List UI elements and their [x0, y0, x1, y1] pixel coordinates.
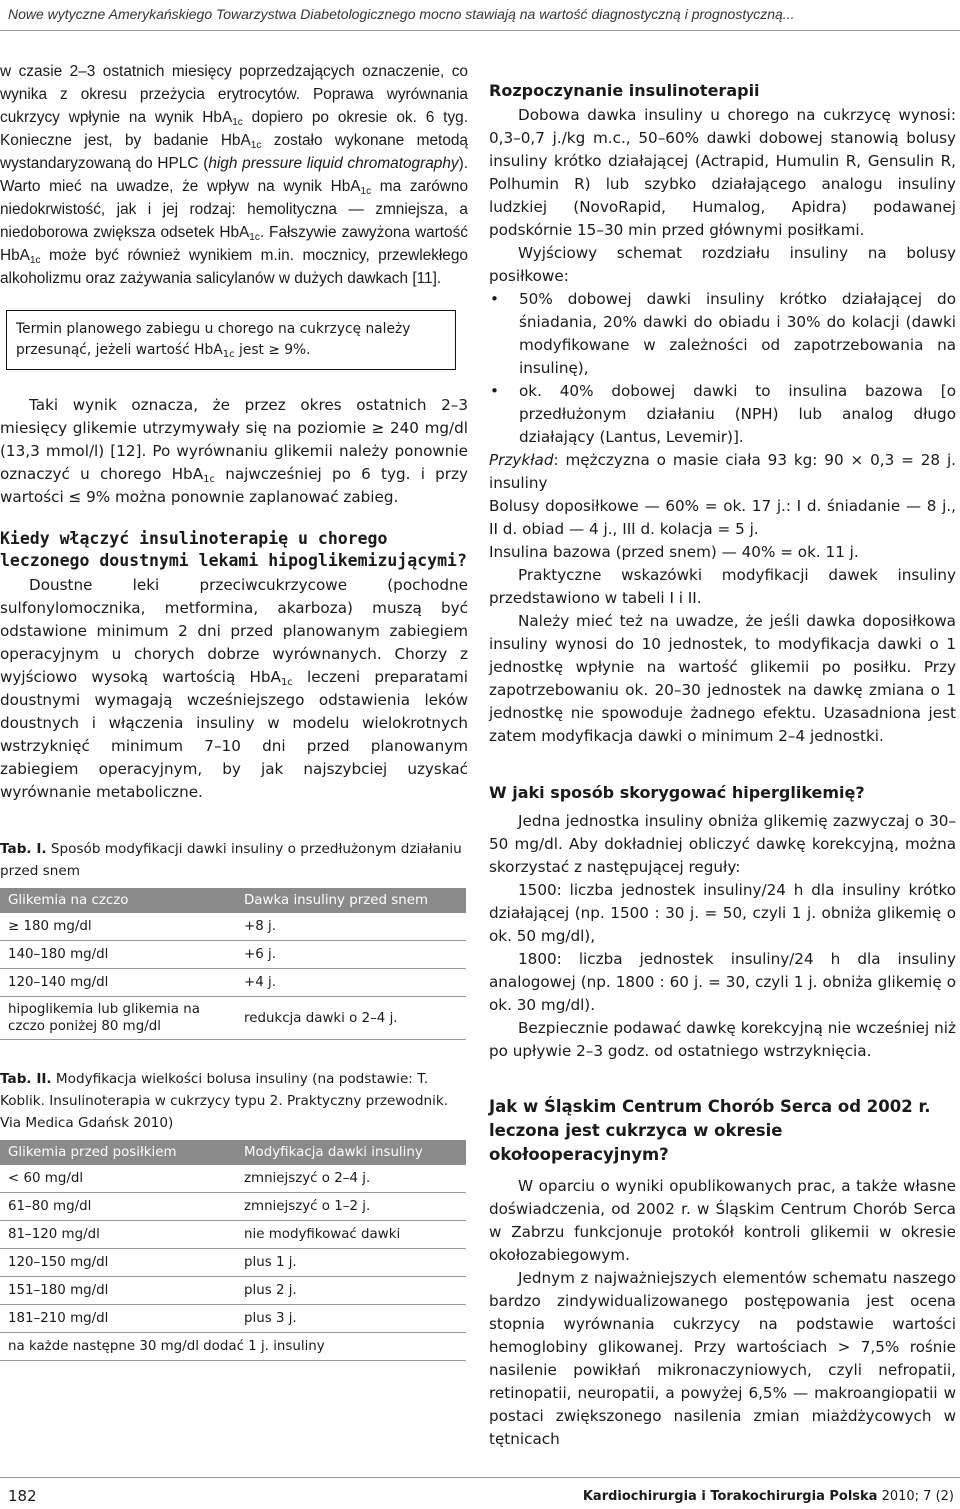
paragraph-wskazowki: Praktyczne wskazówki modyfikacji dawek insuliny przedstawiono w tabeli I i II.: [489, 566, 956, 607]
table-row: 151–180 mg/dl plus 2 j.: [0, 1277, 466, 1305]
table-row: 61–80 mg/dl zmniejszyć o 1–2 j.: [0, 1193, 466, 1221]
paragraph-example-bolus: Bolusy doposiłkowe — 60% = ok. 17 j.: I d. śniadanie — 8 j., II d. obiad — 4 j., III d. kolacja = 5 j.: [489, 497, 956, 538]
paragraph-jedna-jednostka: Jedna jednostka insuliny obniża glikemię zazwyczaj o 30–50 mg/dl. Aby dokładniej obliczyć dawkę korekcyjną, można skorzystać z następującej reguły:: [489, 812, 956, 876]
table-2: [0, 1068, 468, 1361]
table-2-col-modyfikacja: Modyfikacja dawki insuliny: [236, 1140, 466, 1165]
table-header-row: [0, 1140, 466, 1165]
table-row: < 60 mg/dl zmniejszyć o 2–4 j.: [0, 1165, 466, 1193]
running-header-title: Nowe wytyczne Amerykańskiego Towarzystwa Diabetologicznego mocno stawiają na wartość diagnostyczną i prognostyczną...: [8, 6, 795, 22]
table-footer-row: na każde następne 30 mg/dl dodać 1 j. insuliny: [0, 1333, 466, 1361]
table-row: 81–120 mg/dl nie modyfikować dawki: [0, 1221, 466, 1249]
table-row: ≥ 180 mg/dl +8 j.: [0, 913, 466, 941]
list-item: • ok. 40% dobowej dawki to insulina bazowa [o przedłużonym działaniu (NPH) lub analog długo działający (Lantus, Levemir)].: [490, 382, 956, 446]
paragraph-example-basal: Insulina bazowa (przed snem) — 40% = ok. 11 j.: [489, 543, 859, 561]
table-1-col-glikemia: Glikemia na czczo: [0, 888, 236, 913]
paragraph-rule-1500: 1500: liczba jednostek insuliny/24 h dla insuliny krótko działającej (np. 1500 : 30 j. = 50, czyli 1 j. obniża glikemię o ok. 50 mg/dl),: [489, 881, 956, 945]
list-item: • 50% dobowej dawki insuliny krótko działającej do śniadania, 20% dawki do obiadu i 30% do kolacji (dawki modyfikowane w zależności od zapotrzebowania na insulinę),: [490, 290, 956, 377]
paragraph-schemat: Wyjściowy schemat rozdziału insuliny na bolusy posiłkowe:: [489, 244, 956, 285]
table-1-col-dawka: Dawka insuliny przed snem: [236, 888, 466, 913]
table-row: hipoglikemia lub glikemia na czczo poniżej 80 mg/dl redukcja dawki o 2–4 j.: [0, 997, 466, 1040]
table-1: [0, 838, 468, 1040]
highlight-box: Termin planowego zabiegu u chorego na cukrzycę należy przesunąć, jeżeli wartość HbA$_{1c}$ jest ≥ 9%.: [6, 310, 456, 370]
paragraph-bezpiecznie: Bezpiecznie podawać dawkę korekcyjną nie wcześniej niż po upływie 2–3 godz. od ostatniego wstrzyknięcia.: [489, 1019, 956, 1060]
table-1-caption: Tab. I. Sposób modyfikacji dawki insuliny o przedłużonym działaniu przed snem: [0, 841, 462, 879]
table-2-caption: Tab. II. Modyfikacja wielkości bolusa insuliny (na podstawie: T. Koblik. Insulinoterapia w cukrzycy typu 2. Praktyczny przewodnik. Via Medica Gdańsk 2010): [0, 1071, 449, 1131]
table-row: 140–180 mg/dl +6 j.: [0, 941, 466, 969]
heading-rozpoczynanie: Rozpoczynanie insulinoterapii: [489, 81, 760, 100]
table-1-grid: [0, 888, 466, 1040]
footer-rule: [0, 1477, 960, 1478]
paragraph-result-meaning: Taki wynik oznacza, że przez okres ostatnich 2–3 miesięcy glikemie utrzymywały się na poziomie ≥ 240 mg/dl (13,3 mmol/l) [12]. Po wyrównaniu glikemii należy ponownie oznaczyć u chorego HbA$_{1c}$ najwcześniej po 6 tyg. i przy wartości ≤ 9% można ponownie zaplanować zabieg.: [0, 396, 468, 506]
table-row: 120–150 mg/dl plus 1 j.: [0, 1249, 466, 1277]
paragraph-oral-drugs: Doustne leki przeciwcukrzycowe (pochodne sulfonylomocznika, metformina, akarboza) muszą być odstawione minimum 2 dni przed planowanym zabiegiem operacyjnym u chorych dobrze wyrównanych. Chorzy z wyjściowo wysoką wartością HbA$_{1c}$ leczeni preparatami doustnymi wymagają wcześniejszego odstawienia leków doustnych i włączenia insuliny w modelu wielokrotnych wstrzyknięć minimum 7–10 dni przed planowanym zabiegiem operacyjnym, by jak najszybciej uzyskać wyrównanie metaboliczne.: [0, 576, 468, 801]
paragraph-example: Przykład: mężczyzna o masie ciała 93 kg: 90 × 0,3 = 28 j. insuliny: [489, 451, 956, 492]
heading-slaskie-centrum: Jak w Śląskim Centrum Chorób Serca od 2002 r. leczona jest cukrzyca w okresie okołooperacyjnym?: [489, 1097, 931, 1164]
table-row: 181–210 mg/dl plus 3 j.: [0, 1305, 466, 1333]
table-header-row: [0, 888, 466, 913]
paragraph-rule-1800: 1800: liczba jednostek insuliny/24 h dla insuliny analogowej (np. 1800 : 60 j. = 30, czyli 1 j. obniża glikemię o ok. 30 mg/dl).: [489, 950, 956, 1014]
page-number: 182: [8, 1487, 37, 1505]
bullet-list: [489, 288, 956, 449]
heading-kiedy: Kiedy włączyć insulinoterapię u chorego leczonego doustnymi lekami hipoglikemizującymi?: [0, 529, 467, 570]
heading-jaki-sposob: W jaki sposób skorygować hiperglikemię?: [489, 783, 865, 802]
paragraph-elementy-schematu: Jednym z najważniejszych elementów schematu naszego bardzo zindywidualizowanego postępowania jest ocena stopnia wyrównania cukrzycy na podstawie wartości hemoglobiny glikowanej. Przy wartościach > 7,5% rośnie nasilenie powikłań mikronaczyniowych, czyli nefropatii, retinopatii, neuropatii, a powyżej 6,5% — makroangiopatii w postaci zwiększonego nasilenia zmian miażdżycowych w tętnicach: [489, 1269, 956, 1448]
journal-citation: Kardiochirurgia i Torakochirurgia Polska 2010; 7 (2): [582, 1489, 954, 1504]
paragraph-hba1c-intro: w czasie 2–3 ostatnich miesięcy poprzedzających oznaczenie, co wynika z okresu przeżycia erytrocytów. Poprawa wyrównania cukrzycy wpłynie na wynik HbA$_{1c}$ dopiero po okresie ok. 6 tyg. Konieczne jest, by badanie HbA$_{1c}$ zostało wykonane metodą wystandaryzowaną do HPLC (high pressure liquid chromatography). Warto mieć na uwadze, że wpływ na wynik HbA$_{1c}$ ma zarówno niedokrwistość, jak i jej rodzaj: hemolityczna — zmniejsza, a niedoborowa zwiększa odsetek HbA$_{1c}$. Fałszywie zawyżona wartość HbA$_{1c}$ może być również wynikiem m.in. mocznicy, przewlekłego alkoholizmu oraz zażywania salicylanów w dużych dawkach [11].: [0, 63, 468, 287]
header-rule: [0, 30, 960, 31]
running-header: [0, 0, 960, 34]
paragraph-jednostki: Należy mieć też na uwadze, że jeśli dawka doposiłkowa insuliny wynosi do 10 jednostek, to modyfikacja dawki o 1 jednostkę wpłynie na wartość glikemii po posiłku. Przy zapotrzebowaniu ok. 20–30 jednostek na dawkę zmiana o 1 jednostkę nie spowoduje żadnego efektu. Uzasadniona jest zatem modyfikacja dawki o minimum 2–4 jednostki.: [489, 612, 956, 745]
table-2-grid: [0, 1140, 466, 1361]
bullet-dot-icon: •: [490, 290, 499, 308]
bullet-dot-icon: •: [490, 382, 499, 400]
table-2-col-glikemia: Glikemia przed posiłkiem: [0, 1140, 236, 1165]
paragraph-protokol: W oparciu o wyniki opublikowanych prac, a także własne doświadczenia, od 2002 r. w Śląskim Centrum Chorób Serca w Zabrzu funkcjonuje protokół kontroli glikemii w okresie okołozabiegowym.: [489, 1177, 956, 1264]
table-row: 120–140 mg/dl +4 j.: [0, 969, 466, 997]
right-column: [489, 80, 956, 1451]
left-column: [0, 60, 468, 1361]
paragraph-dobowa-dawka: Dobowa dawka insuliny u chorego na cukrzycę wynosi: 0,3–0,7 j./kg m.c., 50–60% dawki dobowej stanowią bolusy insuliny krótko działającej (Actrapid, Humulin R, Gensulin R, Polhumin R) lub szybko działającego analogu insuliny ludzkiej (NovoRapid, Humalog, Apidra) podawanej podskórnie 15–30 min przed głównymi posiłkami.: [489, 106, 956, 239]
